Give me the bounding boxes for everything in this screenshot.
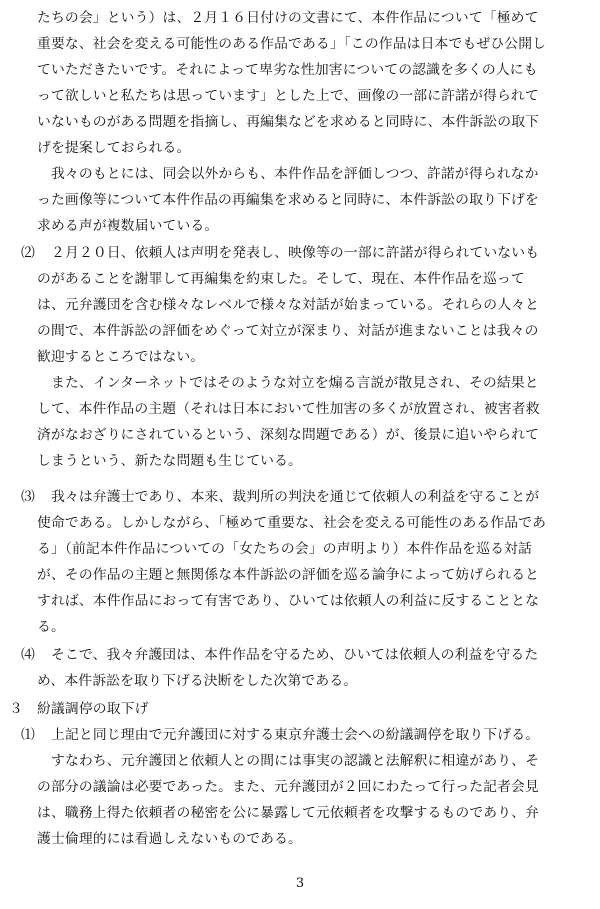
text-line — [0, 562, 600, 588]
item-marker: ⑷ — [21, 647, 35, 663]
text-line — [0, 292, 600, 318]
line-text: そこで、我々弁護団は、本件作品を守るため、ひいては依頼人の利益を守るた — [51, 647, 539, 663]
text-line — [0, 318, 600, 344]
line-text: った画像等について本件作品の再編集を求めると同時に、本件訴訟の取り下げを — [37, 192, 539, 208]
line-text: 我々のもとには、同会以外からも、本件作品を評価しつつ、許諾が得られなか — [51, 166, 539, 182]
text-line — [0, 57, 600, 83]
section-heading — [0, 696, 600, 722]
text-line — [0, 213, 600, 239]
text-line — [0, 722, 600, 748]
text-line — [0, 800, 600, 826]
text-line — [0, 774, 600, 800]
line-text: は、元弁護団を含む様々なレベルで様々な対話が始まっている。それらの人々と — [37, 297, 540, 313]
text-line — [0, 536, 600, 562]
section-number: ３ — [9, 701, 23, 717]
text-line — [0, 370, 600, 396]
line-text: げを提案しておられる。 — [37, 140, 191, 156]
text-line — [0, 614, 600, 640]
line-text: の部分の議論は必要であった。また、元弁護団が２回にわたって行った記者会見 — [37, 779, 539, 795]
line-text: 歓迎するところではない。 — [37, 349, 205, 365]
line-text: は、職務上得た依頼者の秘密を公に暴露して元依頼者を攻撃するものであり、弁 — [37, 805, 540, 821]
text-line — [0, 668, 600, 694]
line-text: 求める声が複数届いている。 — [37, 218, 219, 234]
text-line — [0, 5, 600, 31]
line-text: ２月２０日、依頼人は声明を発表し、映像等の一部に許諾が得られていないも — [51, 245, 540, 261]
line-text: 上記と同じ理由で元弁護団に対する東京弁護士会への紛議調停を取り下げる。 — [51, 727, 540, 743]
text-line — [0, 266, 600, 292]
item-marker: ⑶ — [21, 489, 35, 505]
text-line — [0, 187, 600, 213]
line-text: たちの会」という）は、２月１６日付けの文書にて、本件作品について「極めて — [37, 10, 539, 26]
text-line — [0, 826, 600, 852]
line-text: が、その作品の主題と無関係な本件訴訟の評価を巡る論争によって妨げられると — [37, 567, 540, 583]
line-text: 我々は弁護士であり、本来、裁判所の判決を通じて依頼人の利益を守ることが — [51, 489, 540, 505]
line-text: すなわち、元弁護団と依頼人との間には事実の認識と法解釈に相違があり、そ — [51, 753, 540, 769]
text-line — [0, 448, 600, 474]
item-marker: ⑴ — [21, 727, 35, 743]
text-line — [0, 422, 600, 448]
text-line — [0, 510, 600, 536]
text-line — [0, 748, 600, 774]
line-text: しまうという、新たな問題も生じている。 — [37, 453, 302, 469]
text-line — [0, 135, 600, 161]
line-text: め、本件訴訟を取り下げる決断をした次第である。 — [37, 673, 358, 689]
text-line — [0, 588, 600, 614]
text-line — [0, 484, 600, 510]
line-text: また、インターネットではそのような対立を煽る言説が散見され、その結果と — [51, 375, 539, 391]
line-text: ていただきたいです。それによって卑劣な性加害についての認識を多くの人にも — [37, 62, 538, 78]
line-text: の間で、本件訴訟の評価をめぐって対立が深まり、対話が進まないことは我々の — [37, 323, 539, 339]
line-text: して、本件作品の主題（それは日本において性加害の多くが放置され、被害者救 — [37, 401, 540, 417]
text-line — [0, 642, 600, 668]
line-text: る。 — [37, 619, 65, 635]
item-marker: ⑵ — [21, 245, 35, 261]
text-line — [0, 240, 600, 266]
text-line — [0, 161, 600, 187]
line-text: る」（前記本件作品についての「女たちの会」の声明より）本件作品を巡る対話 — [37, 541, 532, 557]
line-text: 使命である。しかしながら、「極めて重要な、社会を変える可能性のある作品であ — [37, 515, 547, 531]
line-text: のがあることを謝罪して再編集を約束した。そして、現在、本件作品を巡って — [37, 271, 525, 287]
line-text: いないものがある問題を指摘し、再編集などを求めると同時に、本件訴訟の取下 — [37, 114, 540, 130]
line-text: 護士倫理的には看過しえないものである。 — [37, 831, 302, 847]
text-line — [0, 83, 600, 109]
section-title: 紛議調停の取下げ — [37, 701, 149, 717]
text-line — [0, 109, 600, 135]
line-text: って欲しいと私たちは思っています」とした上で、画像の一部に許諾が得られて — [37, 88, 539, 104]
text-line — [0, 396, 600, 422]
page-number: 3 — [295, 876, 305, 891]
line-text: 重要な、社会を変える可能性のある作品である」「この作品は日本でもぜひ公開し — [37, 36, 547, 52]
line-text: すれば、本件作品におって有害であり、ひいては依頼人の利益に反することとな — [37, 593, 540, 609]
text-line — [0, 31, 600, 57]
line-text: 済がなおざりにされているという、深刻な問題である）が、後景に追いやられて — [37, 427, 540, 443]
text-line — [0, 344, 600, 370]
